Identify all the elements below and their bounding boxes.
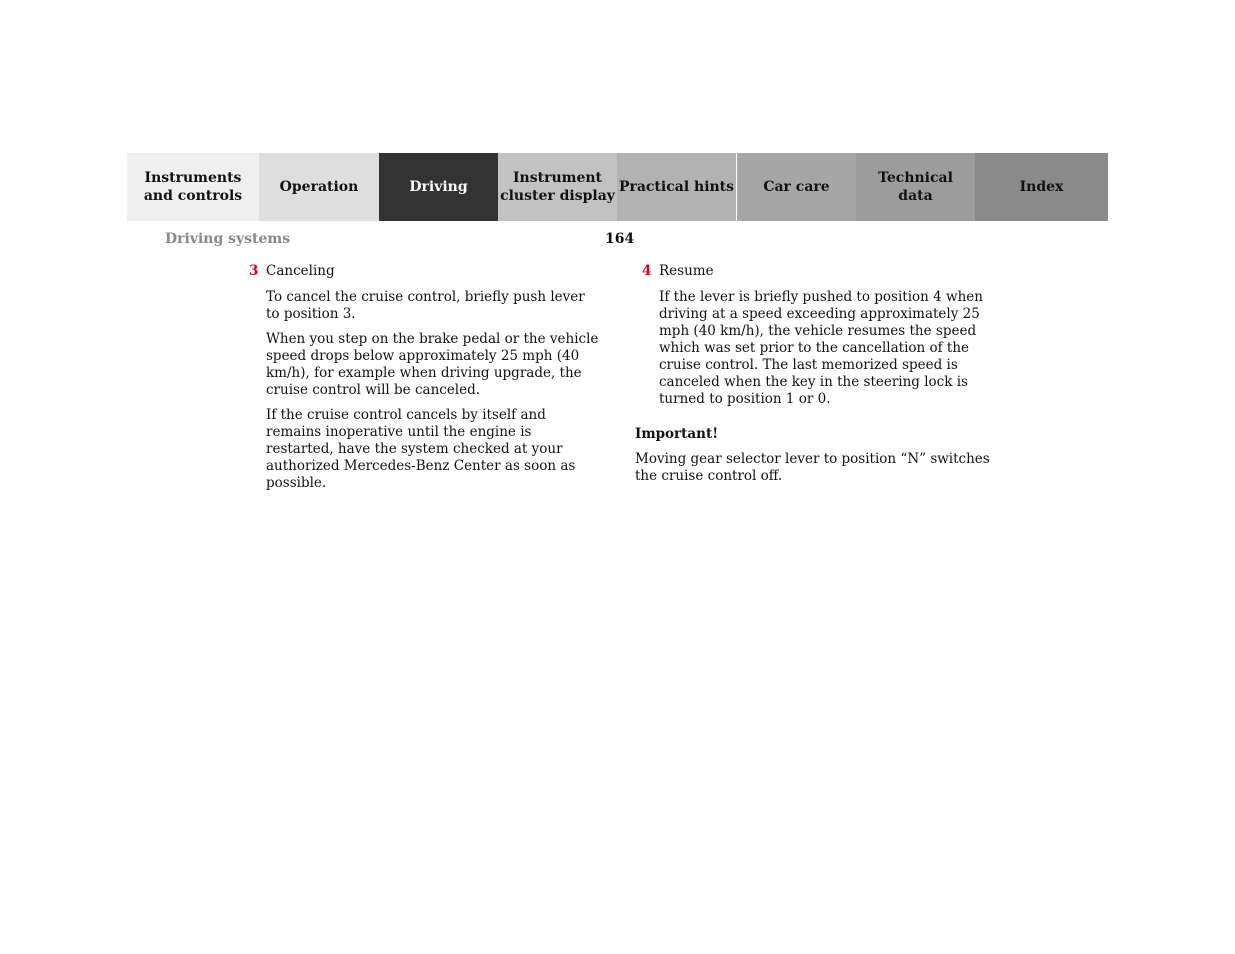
item-title: Resume bbox=[659, 263, 714, 279]
tab-instruments-and-controls[interactable] bbox=[127, 153, 259, 221]
tab-label: Operation bbox=[279, 179, 359, 195]
page-number: 164 bbox=[605, 231, 635, 247]
tab-practical-hints[interactable] bbox=[617, 153, 736, 221]
tab-operation[interactable] bbox=[259, 153, 379, 221]
tab-label: Instruments and controls bbox=[143, 170, 243, 204]
tab-instrument-cluster-display[interactable] bbox=[498, 153, 617, 221]
tab-label: Practical hints bbox=[618, 179, 735, 195]
right-column bbox=[635, 263, 1000, 493]
tab-technical-data[interactable] bbox=[856, 153, 975, 221]
important-label: Important! bbox=[635, 426, 719, 442]
item-heading-resume bbox=[635, 263, 1000, 280]
tab-label: Technical data bbox=[878, 170, 953, 204]
paragraph: If the lever is briefly pushed to position 4 when driving at a speed exceeding approximately 25 mph (40 km/h), the vehicle resumes the speed which was set prior to the cancellation of the cruise control. The last memorized speed is canceled when the key in the steering lock is turned to position 1 or 0. bbox=[659, 289, 983, 407]
tab-label: Instrument cluster display bbox=[500, 170, 615, 204]
tab-index[interactable] bbox=[975, 153, 1108, 221]
tab-car-care[interactable] bbox=[736, 153, 856, 221]
tab-label: Car care bbox=[763, 179, 830, 195]
item-heading-canceling bbox=[240, 263, 600, 280]
item-number: 4 bbox=[642, 263, 652, 279]
paragraph: If the cruise control cancels by itself and remains inoperative until the engine is restarted, have the system checked at your authorized Mercedes-Benz Center as soon as possible. bbox=[266, 407, 576, 491]
section-title: Driving systems bbox=[165, 231, 291, 247]
item-number: 3 bbox=[249, 263, 259, 279]
tab-label: Index bbox=[1019, 179, 1064, 195]
item-title: Canceling bbox=[266, 263, 335, 279]
paragraph: To cancel the cruise control, briefly push lever to position 3. bbox=[266, 289, 585, 322]
important-text: Moving gear selector lever to position “N” switches the cruise control off. bbox=[635, 451, 990, 484]
tab-label: Driving bbox=[409, 179, 468, 195]
left-column bbox=[240, 263, 600, 500]
paragraph: When you step on the brake pedal or the vehicle speed drops below approximately 25 mph (40 km/h), for example when driving upgrade, the cruise control will be canceled. bbox=[266, 331, 599, 398]
tab-driving[interactable] bbox=[379, 153, 498, 221]
chapter-navigation bbox=[127, 153, 1108, 221]
